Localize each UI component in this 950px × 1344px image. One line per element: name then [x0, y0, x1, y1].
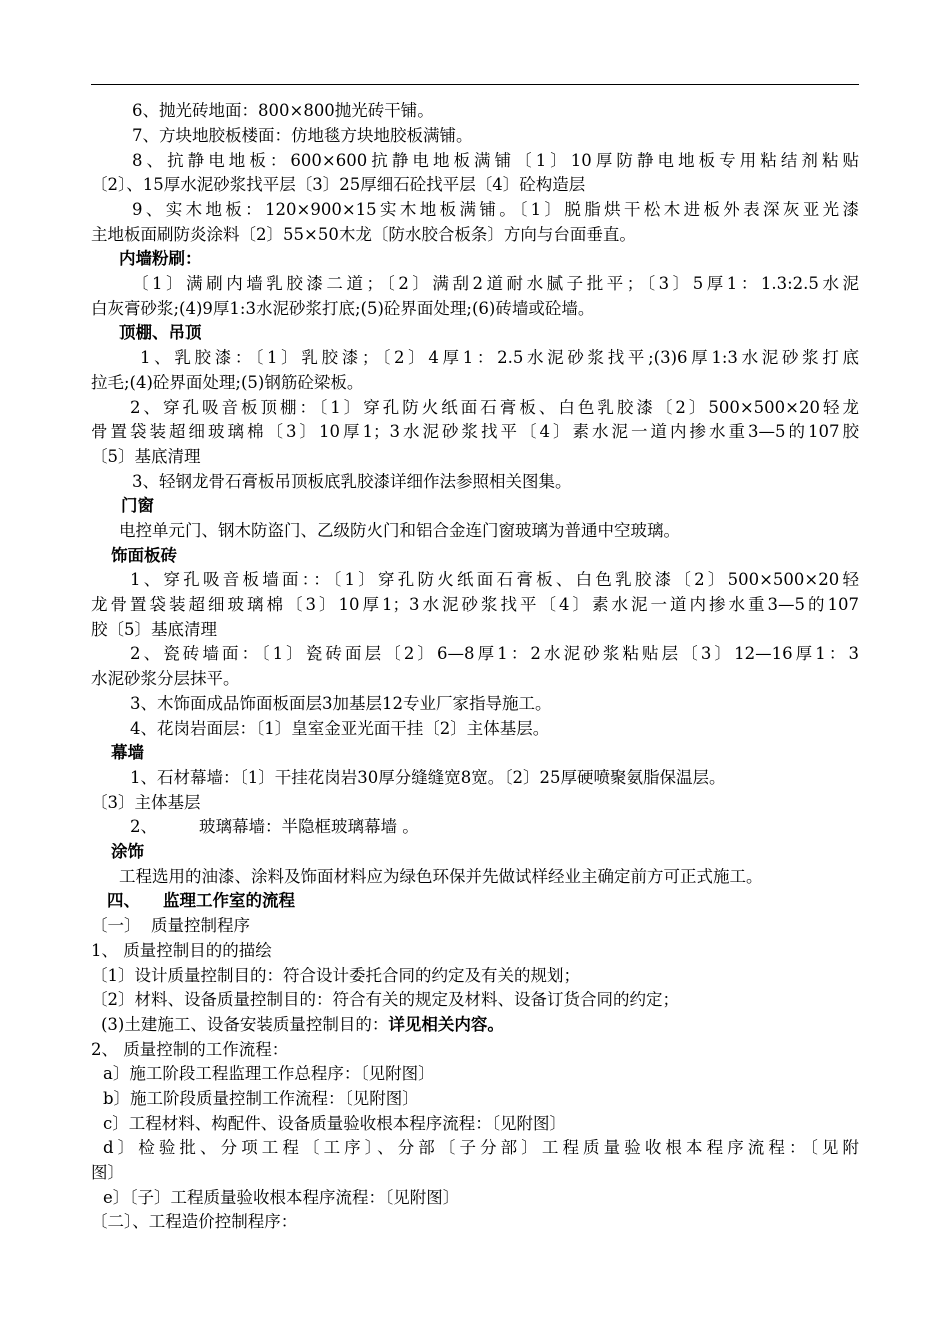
text-line: c〕工程材料、构配件、设备质量验收根本程序流程：〔见附图〕 — [103, 1114, 566, 1133]
text-line: 〔1〕满刷内墙乳胶漆二道；〔2〕满刮2道耐水腻子批平；〔3〕5厚1：1.3:2.5水泥 — [132, 274, 859, 293]
text-line: 3、轻钢龙骨石膏板吊顶板底乳胶漆详细作法参照相关图集。 — [132, 472, 572, 491]
text-line: 8、抗静电地板：600×600抗静电地板满铺〔1〕10厚防静电地板专用粘结剂粘贴 — [132, 151, 859, 170]
text-line: 1、石材幕墙：〔1〕干挂花岗岩30厚分缝缝宽8宽。〔2〕25厚硬喷聚氨脂保温层。 — [130, 768, 726, 787]
text-line: 2、 质量控制的工作流程： — [91, 1040, 289, 1059]
text-line: 工程选用的油漆、涂料及饰面材料应为绿色环保并先做试样经业主确定前方可正式施工。 — [119, 867, 763, 886]
text-line: 3、木饰面成品饰面板面层3加基层12专业厂家指导施工。 — [130, 694, 552, 713]
section-heading: 涂饰 — [111, 842, 144, 861]
text-line: 胶〔5〕基底清理 — [91, 620, 217, 639]
text-line: 图〕 — [91, 1163, 124, 1182]
text-line: 1、 质量控制目的的描绘 — [91, 941, 272, 960]
text-line: 〔5〕基底清理 — [91, 447, 201, 466]
text-line: 〔2〕材料、设备质量控制目的：符合有关的规定及材料、设备订货合同的约定； — [91, 990, 679, 1009]
bold-text-span: 详见相关内容。 — [388, 1015, 504, 1034]
text-line: 4、花岗岩面层：〔1〕皇室金亚光面干挂〔2〕主体基层。 — [130, 719, 550, 738]
text-line: 1、乳胶漆：〔1〕乳胶漆；〔2〕4厚1：2.5水泥砂浆找平;(3)6厚1:3水泥砂浆打底 — [140, 348, 859, 367]
text-line: e〕〔子〕工程质量验收根本程序流程：〔见附图〕 — [103, 1188, 460, 1207]
section-heading: 内墙粉刷： — [119, 249, 202, 268]
text-line: 电控单元门、钢木防盗门、乙级防火门和铝合金连门窗玻璃为普通中空玻璃。 — [119, 521, 680, 540]
text-line — [91, 1013, 869, 1037]
text-line: 水泥砂浆分层抹平。 — [91, 669, 240, 688]
header-rule — [91, 84, 859, 85]
text-line: 白灰膏砂浆;(4)9厚1:3水泥砂浆打底;(5)砼界面处理;(6)砖墙或砼墙。 — [91, 299, 595, 318]
text-span: (3)土建施工、设备安装质量控制目的： — [101, 1015, 389, 1034]
text-line: 〔二〕、工程造价控制程序： — [91, 1212, 298, 1231]
text-line: 〔1〕设计质量控制目的：符合设计委托合同的约定及有关的规划； — [91, 966, 580, 985]
text-line: 2、瓷砖墙面：〔1〕瓷砖面层〔2〕6—8厚1：2水泥砂浆粘贴层〔3〕12—16厚1：3 — [130, 644, 859, 663]
text-line: 6、抛光砖地面：800×800抛光砖干铺。 — [132, 101, 434, 120]
section-heading: 幕墙 — [111, 743, 144, 762]
text-line: 〔3〕主体基层 — [91, 793, 201, 812]
text-line: d〕检验批、分项工程〔工序〕、分部〔子分部〕工程质量验收根本程序流程：〔见附 — [103, 1138, 859, 1157]
text-line: 1、穿孔吸音板墙面：：〔1〕穿孔防火纸面石膏板、白色乳胶漆〔2〕500×500×20轻 — [130, 570, 859, 589]
text-line: 2、穿孔吸音板顶棚：〔1〕穿孔防火纸面石膏板、白色乳胶漆〔2〕500×500×20轻龙 — [130, 398, 859, 417]
text-line: 龙骨置袋装超细玻璃棉〔3〕10厚1；3水泥砂浆找平〔4〕素水泥一道内掺水重3—5的107 — [91, 595, 859, 614]
text-line: 2、 玻璃幕墙：半隐框玻璃幕墙 。 — [130, 817, 419, 836]
section-heading: 门窗 — [121, 496, 154, 515]
text-line: a〕施工阶段工程监理工作总程序：〔见附图〕 — [103, 1064, 435, 1083]
text-line: 拉毛;(4)砼界面处理;(5)钢筋砼梁板。 — [91, 373, 364, 392]
text-line: b〕施工阶段质量控制工作流程：〔见附图〕 — [103, 1089, 419, 1108]
text-line: 主地板面刷防炎涂料〔2〕55×50木龙〔防水胶合板条〕方向与台面垂直。 — [91, 225, 636, 244]
section-heading: 顶棚、吊顶 — [119, 323, 202, 342]
text-line: 9、实木地板：120×900×15实木地板满铺。〔1〕脱脂烘干松木进板外表深灰亚光漆 — [132, 200, 859, 219]
text-line: 〔2〕、15厚水泥砂浆找平层〔3〕25厚细石砼找平层〔4〕砼构造层 — [91, 175, 586, 194]
text-line: 骨置袋装超细玻璃棉〔3〕10厚1；3水泥砂浆找平〔4〕素水泥一道内掺水重3—5的107胶 — [91, 422, 859, 441]
text-line: 7、方块地胶板楼面：仿地毯方块地胶板满铺。 — [132, 126, 473, 145]
chapter-heading: 四、 监理工作室的流程 — [107, 891, 295, 910]
section-heading: 饰面板砖 — [111, 546, 177, 565]
subsection-heading: 〔一〕 质量控制程序 — [91, 916, 250, 935]
